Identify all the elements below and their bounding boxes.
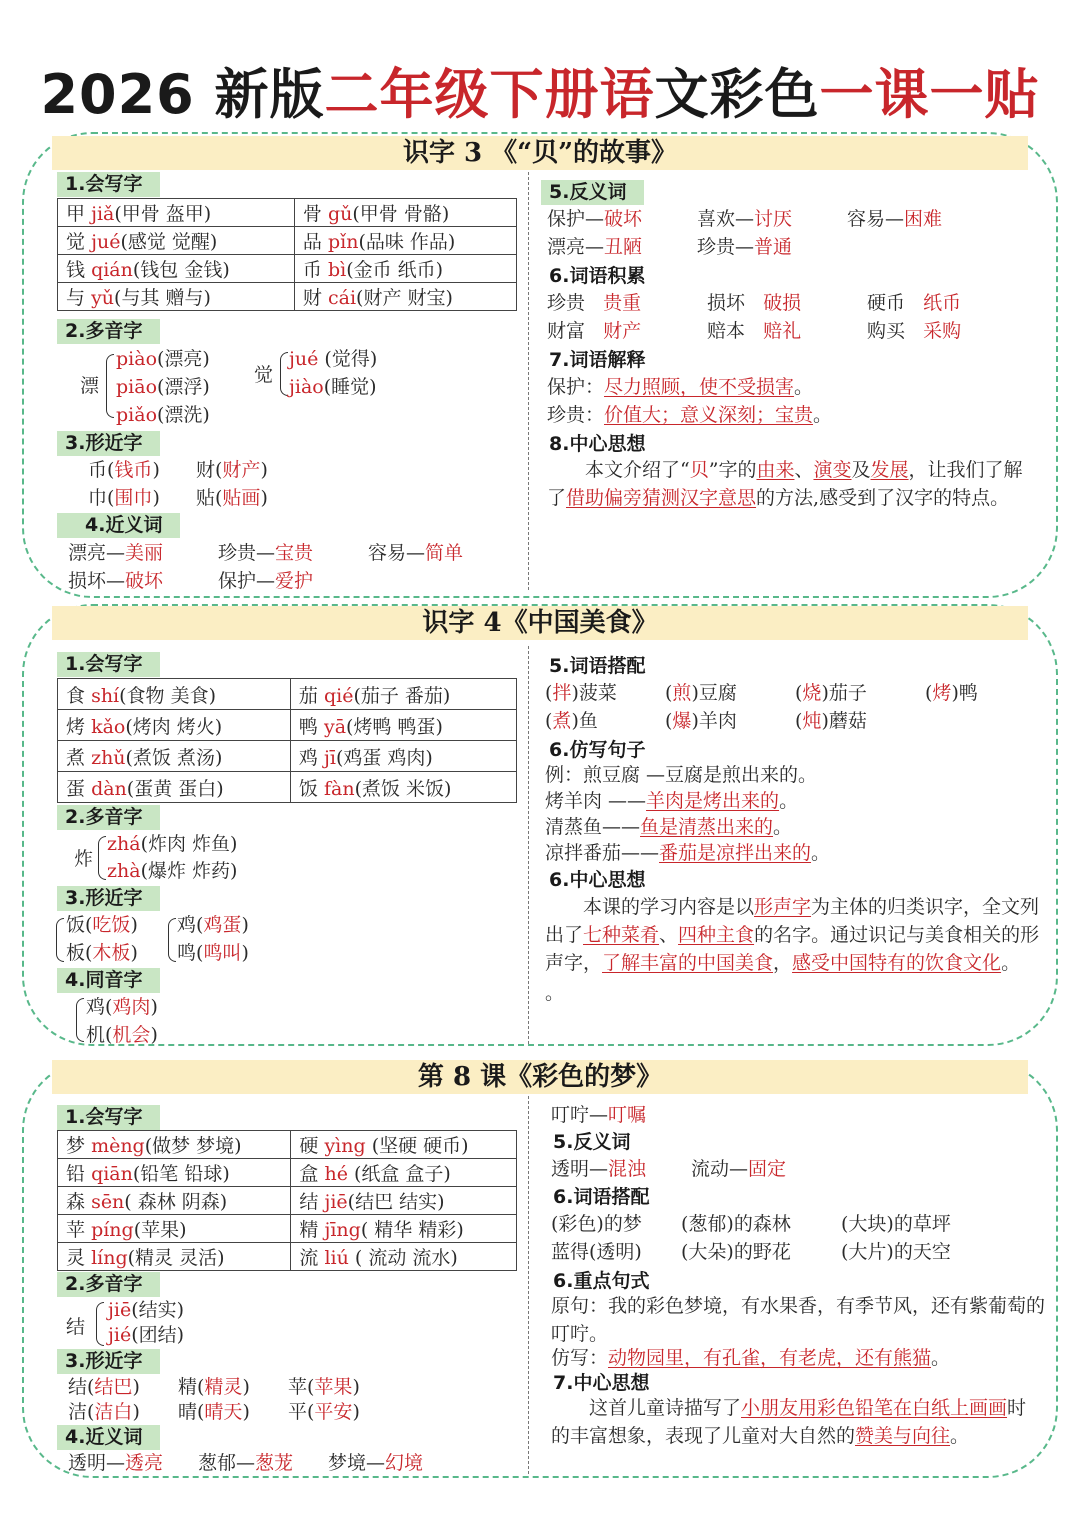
lesson-2-title: 识字 4《中国美食》 bbox=[52, 606, 1028, 640]
l1-center-heading: 8.中心思想 bbox=[549, 433, 646, 455]
l2-tail: 。 bbox=[545, 982, 565, 1004]
imit-item: 烤羊肉 ——羊肉是烤出来的。 bbox=[545, 790, 799, 812]
table-cell: 烤 kǎo(烤肉 烤火) bbox=[58, 710, 291, 741]
table-cell: 蛋 dàn(蛋黄 蛋白) bbox=[58, 772, 291, 803]
l3-ant-heading: 5.反义词 bbox=[553, 1131, 631, 1153]
l1-syn-heading: 4.近义词 bbox=[57, 513, 180, 538]
poly-char: 漂 bbox=[80, 375, 100, 397]
poly-reading: jué (觉得) bbox=[289, 348, 378, 370]
acc-item: 赔本 赔礼 bbox=[707, 320, 802, 342]
table-cell: 流 liú ( 流动 流水) bbox=[291, 1243, 517, 1271]
table-cell: 精 jīng( 精华 精彩) bbox=[291, 1215, 517, 1243]
table-cell: 骨 gǔ(甲骨 骨骼) bbox=[294, 199, 516, 227]
table-cell: 盒 hé (纸盒 盒子) bbox=[291, 1159, 517, 1187]
lesson-2-divider bbox=[528, 646, 529, 1044]
ant-item: 珍贵—普通 bbox=[697, 236, 793, 258]
poly-reading: jiē(结实) bbox=[108, 1299, 185, 1321]
imit-item: 凉拌番茄——番茄是凉拌出来的。 bbox=[545, 842, 831, 864]
l3-poly-heading: 2.多音字 bbox=[57, 1272, 160, 1297]
brace-icon bbox=[168, 918, 176, 962]
similar-item: 鸡(鸡蛋) bbox=[177, 914, 249, 936]
coll-item: (大朵)的野花 bbox=[681, 1241, 791, 1263]
syn-item: 葱郁—葱茏 bbox=[198, 1452, 294, 1474]
table-cell: 觉 jué(感觉 觉醒) bbox=[58, 227, 295, 255]
ant-item: 喜欢—讨厌 bbox=[697, 208, 793, 230]
coll-item: 蓝得(透明) bbox=[551, 1241, 642, 1263]
ant-item: 容易—困难 bbox=[847, 208, 943, 230]
poly-char: 炸 bbox=[74, 848, 94, 870]
poly-reading: piǎo(漂洗) bbox=[116, 404, 210, 426]
poly-reading: piào(漂亮) bbox=[116, 348, 210, 370]
coll-item: (拌)菠菜 bbox=[545, 682, 617, 704]
coll-item: (烤)鸭 bbox=[925, 682, 978, 704]
l3-write-heading: 1.会写字 bbox=[57, 1105, 160, 1130]
acc-item: 损坏 破损 bbox=[707, 292, 802, 314]
poly-char: 觉 bbox=[254, 364, 274, 386]
l1-poly-heading: 2.多音字 bbox=[57, 319, 160, 344]
acc-item: 硬币 纸币 bbox=[867, 292, 962, 314]
page-title: 2026 新版二年级下册语文彩色一课一贴 bbox=[40, 63, 1040, 126]
l2-homo-heading: 4.同音字 bbox=[57, 968, 160, 993]
similar-item: 板(木板) bbox=[66, 942, 138, 964]
coll-item: (爆)羊肉 bbox=[665, 710, 737, 732]
l2-similar-heading: 3.形近字 bbox=[57, 886, 160, 911]
similar-item: 精(精灵) bbox=[178, 1376, 250, 1398]
ant-item: 保护—破坏 bbox=[547, 208, 643, 230]
table-cell: 饭 fàn(煮饭 米饭) bbox=[290, 772, 516, 803]
similar-item: 巾(围巾) bbox=[88, 487, 160, 509]
ant-item: 流动—固定 bbox=[691, 1158, 787, 1180]
poly-reading: zhá(炸肉 炸鱼) bbox=[107, 833, 238, 855]
table-cell: 灵 líng(精灵 灵活) bbox=[58, 1243, 291, 1271]
ant-item: 透明—混浊 bbox=[551, 1158, 647, 1180]
coll-item: (炖)蘑菇 bbox=[795, 710, 867, 732]
exp-item: 保护：尽力照顾，使不受损害。 bbox=[547, 376, 814, 398]
example-line: 例：煎豆腐 —豆腐是煎出来的。 bbox=[545, 764, 818, 786]
syn-item: 漂亮—美丽 bbox=[68, 542, 164, 564]
table-cell: 铅 qiān(铅笔 铅球) bbox=[58, 1159, 291, 1187]
syn-item: 保护—爱护 bbox=[218, 570, 314, 592]
l1-ant-heading: 5.反义词 bbox=[541, 180, 644, 205]
syn-item: 容易—简单 bbox=[368, 542, 464, 564]
coll-item: (大片)的天空 bbox=[841, 1241, 951, 1263]
coll-item: (烧)茄子 bbox=[795, 682, 867, 704]
brace-icon bbox=[76, 998, 84, 1042]
syn-item: 透明—透亮 bbox=[68, 1452, 164, 1474]
brace-icon bbox=[56, 918, 64, 962]
poly-reading: jiào(睡觉) bbox=[289, 376, 377, 398]
similar-item: 洁(洁白) bbox=[68, 1401, 140, 1423]
coll-item: (大块)的草坪 bbox=[841, 1213, 951, 1235]
l3-similar-heading: 3.形近字 bbox=[57, 1349, 160, 1374]
l1-write-table bbox=[57, 198, 517, 311]
similar-item: 鸣(鸣叫) bbox=[177, 942, 249, 964]
lesson-1-divider bbox=[528, 172, 529, 590]
table-cell: 森 sēn( 森林 阴森) bbox=[58, 1187, 291, 1215]
table-cell: 鸡 jī(鸡蛋 鸡肉) bbox=[290, 741, 516, 772]
homo-item: 机(机会) bbox=[86, 1024, 158, 1046]
similar-item: 苹(苹果) bbox=[288, 1376, 360, 1398]
brace-icon bbox=[96, 1302, 104, 1346]
l1-similar-heading: 3.形近字 bbox=[57, 431, 160, 456]
l3-sentence-heading: 6.重点句式 bbox=[553, 1270, 650, 1292]
similar-item: 币(钱币) bbox=[88, 459, 160, 481]
syn-item: 损坏—破坏 bbox=[68, 570, 164, 592]
table-cell: 财 cái(财产 财宝) bbox=[294, 283, 516, 311]
l3-coll-heading: 6.词语搭配 bbox=[553, 1186, 650, 1208]
lesson-3-title: 第 8 课《彩色的梦》 bbox=[52, 1060, 1028, 1094]
lesson-1-title: 识字 3 《“贝”的故事》 bbox=[52, 136, 1028, 170]
table-cell: 甲 jiǎ(甲骨 盔甲) bbox=[58, 199, 295, 227]
ant-item: 漂亮—丑陋 bbox=[547, 236, 643, 258]
table-cell: 品 pǐn(品味 作品) bbox=[294, 227, 516, 255]
l2-center-text: 本课的学习内容是以形声字为主体的归类识字，全文列出了七种菜肴、四种主食的名字。通过识记与美食相关的形声字，了解丰富的中国美食，感受中国特有的饮食文化。 bbox=[545, 896, 1040, 974]
brace-icon bbox=[106, 354, 114, 418]
table-cell: 钱 qián(钱包 金钱) bbox=[58, 255, 295, 283]
l1-acc-heading: 6.词语积累 bbox=[549, 265, 646, 287]
homo-item: 鸡(鸡肉) bbox=[86, 996, 158, 1018]
l3-imit-line: 仿写：动物园里，有孔雀，有老虎，还有熊猫。 bbox=[551, 1347, 951, 1369]
l2-imit-heading: 6.仿写句子 bbox=[549, 739, 646, 761]
imit-item: 清蒸鱼——鱼是清蒸出来的。 bbox=[545, 816, 793, 838]
l2-write-table bbox=[57, 678, 517, 803]
l3-top-item: 叮咛—叮嘱 bbox=[551, 1104, 647, 1126]
l1-write-heading: 1.会写字 bbox=[57, 172, 160, 197]
table-cell: 结 jiē(结巴 结实) bbox=[291, 1187, 517, 1215]
lesson-3-divider bbox=[528, 1096, 529, 1474]
l2-coll-heading: 5.词语搭配 bbox=[549, 655, 646, 677]
l3-orig-text: 原句：我的彩色梦境，有水果香，有季节风，还有紫葡萄的叮咛。 bbox=[551, 1295, 1046, 1345]
similar-item: 贴(贴画) bbox=[196, 487, 268, 509]
table-cell: 梦 mèng(做梦 梦境) bbox=[58, 1131, 291, 1159]
table-cell: 硬 yìng (坚硬 硬币) bbox=[291, 1131, 517, 1159]
similar-item: 结(结巴) bbox=[68, 1376, 140, 1398]
acc-item: 珍贵 贵重 bbox=[547, 292, 642, 314]
syn-item: 珍贵—宝贵 bbox=[218, 542, 314, 564]
table-cell: 煮 zhǔ(煮饭 煮汤) bbox=[58, 741, 291, 772]
brace-icon bbox=[98, 836, 106, 880]
table-cell: 苹 píng(苹果) bbox=[58, 1215, 291, 1243]
l2-center-heading: 6.中心思想 bbox=[549, 869, 646, 891]
acc-item: 购买 采购 bbox=[867, 320, 962, 342]
coll-item: (彩色)的梦 bbox=[551, 1213, 642, 1235]
table-cell: 茄 qié(茄子 番茄) bbox=[290, 679, 516, 710]
acc-item: 财富 财产 bbox=[547, 320, 642, 342]
brace-icon bbox=[280, 352, 288, 396]
syn-item: 梦境—幻境 bbox=[328, 1452, 424, 1474]
l2-write-heading: 1.会写字 bbox=[57, 652, 160, 677]
similar-item: 平(平安) bbox=[288, 1401, 360, 1423]
l1-center-text: 本文介绍了“贝”字的由来、演变及发展，让我们了解了借助偏旁猜测汉字意思的方法,感受到了汉字的特点。 bbox=[547, 459, 1023, 509]
coll-item: (葱郁)的森林 bbox=[681, 1213, 791, 1235]
exp-item: 珍贵：价值大；意义深刻；宝贵。 bbox=[547, 404, 833, 426]
l2-poly-heading: 2.多音字 bbox=[57, 805, 160, 830]
l1-exp-heading: 7.词语解释 bbox=[549, 349, 646, 371]
poly-reading: piāo(漂浮) bbox=[116, 376, 210, 398]
coll-item: (煎)豆腐 bbox=[665, 682, 737, 704]
l3-center-text: 这首儿童诗描写了小朋友用彩色铅笔在白纸上画画时的丰富想象，表现了儿童对大自然的赞美与向往。 bbox=[551, 1397, 1027, 1447]
table-cell: 币 bì(金币 纸币) bbox=[294, 255, 516, 283]
coll-item: (煮)鱼 bbox=[545, 710, 598, 732]
l3-write-table bbox=[57, 1130, 517, 1271]
poly-reading: zhà(爆炸 炸药) bbox=[107, 860, 238, 882]
l3-syn-heading: 4.近义词 bbox=[57, 1425, 160, 1450]
similar-item: 饭(吃饭) bbox=[66, 914, 138, 936]
table-cell: 鸭 yā(烤鸭 鸭蛋) bbox=[290, 710, 516, 741]
similar-item: 晴(晴天) bbox=[178, 1401, 250, 1423]
poly-char: 结 bbox=[66, 1316, 86, 1338]
l3-center-heading: 7.中心思想 bbox=[553, 1372, 650, 1394]
poly-reading: jié(团结) bbox=[108, 1324, 185, 1346]
lesson-2-card bbox=[22, 604, 1058, 1046]
table-cell: 与 yǔ(与其 赠与) bbox=[58, 283, 295, 311]
table-cell: 食 shí(食物 美食) bbox=[58, 679, 291, 710]
similar-item: 财(财产) bbox=[196, 459, 268, 481]
